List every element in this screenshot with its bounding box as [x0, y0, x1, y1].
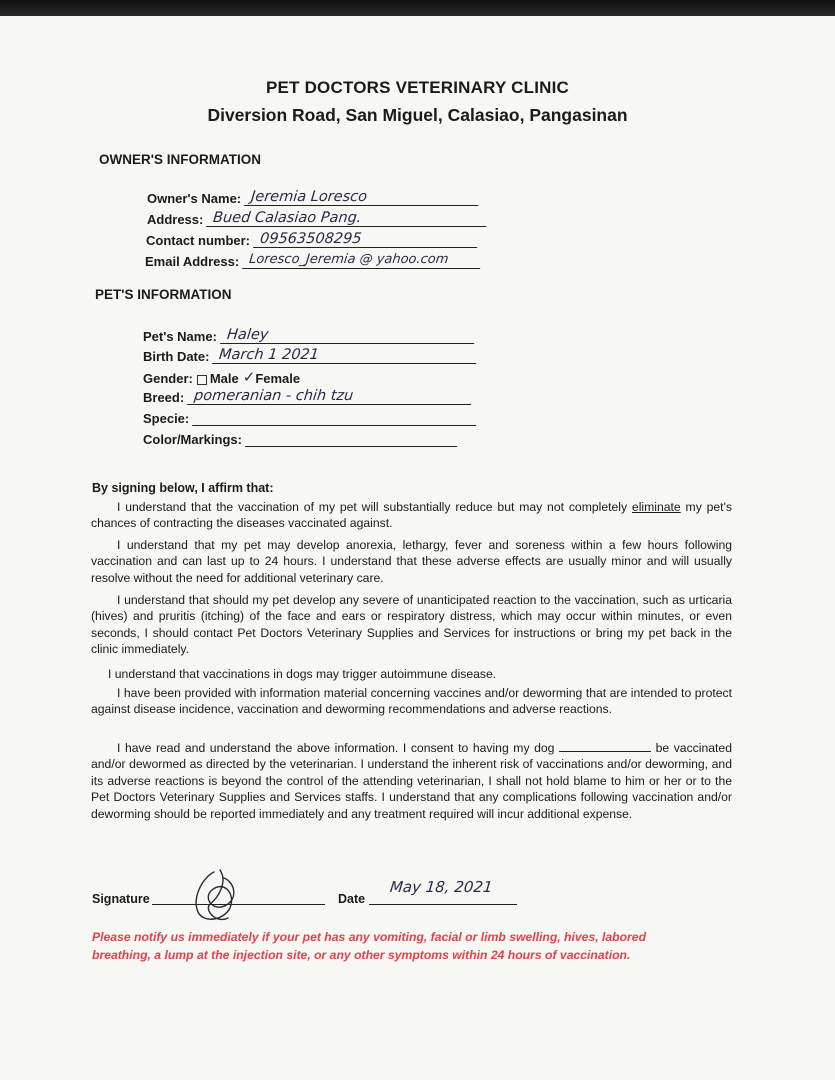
owner-address-label: Address: — [147, 212, 204, 227]
affirmation-paragraph-1 — [91, 499, 732, 532]
pet-specie-label: Specie: — [143, 411, 190, 426]
owner-email-label: Email Address: — [145, 254, 240, 269]
pet-birthdate-label: Birth Date: — [143, 349, 210, 364]
affirmation-paragraph-5: I have been provided with information material concerning vaccines and/or deworming that are intended to protect against disease incidence, vaccination and deworming recommendations and adverse reactions. — [91, 686, 732, 717]
pet-name-field — [143, 327, 475, 344]
affirmation-paragraph-2: I understand that my pet may develop anorexia, lethargy, fever and soreness within a few hours following vaccination and can last up to 24 hours. I understand that these adverse effects are usually minor and will usually resolve without the need for additional veterinary care. — [91, 538, 732, 585]
female-checkbox-mark[interactable]: ✓ — [242, 368, 256, 386]
scan-top-edge — [0, 0, 835, 16]
pet-birthdate-value[interactable]: March 1 2021 — [213, 347, 479, 364]
owner-contact-field — [146, 231, 478, 248]
owner-address-field — [147, 210, 487, 227]
pet-specie-value[interactable] — [192, 409, 478, 426]
clinic-name: PET DOCTORS VETERINARY CLINIC — [265, 78, 570, 97]
pet-color-value[interactable] — [245, 430, 459, 447]
pet-name-label: Pet's Name: — [143, 329, 217, 344]
owner-name-field — [147, 189, 479, 206]
pet-breed-label: Breed: — [143, 390, 185, 405]
signature-label: Signature — [92, 892, 150, 906]
male-label: Male — [209, 371, 239, 386]
owner-address-value[interactable]: Bued Calasiao Pang. — [206, 210, 488, 227]
female-label: Female — [255, 371, 301, 386]
owner-contact-value[interactable]: 09563508295 — [253, 231, 479, 248]
pet-color-field — [143, 430, 458, 447]
affirmation-paragraph-4: I understand that vaccinations in dogs may trigger autoimmune disease. — [108, 667, 497, 681]
pet-gender-field — [143, 368, 300, 386]
affirmation-heading: By signing below, I affirm that: — [92, 481, 274, 495]
male-checkbox[interactable] — [197, 375, 207, 385]
affirmation-paragraph-3: I understand that should my pet develop any severe of unanticipated reaction to the vaccination, such as urticaria (hives) and pruritis (itching) of the face and ears or respiratory distress, which may occur within minutes, or even seconds, I should contact Pet Doctors Veterinary Supplies and Services for instructions or bring my pet back in the clinic immediately. — [91, 593, 732, 657]
pet-color-label: Color/Markings: — [143, 432, 242, 447]
post-vaccination-notice: Please notify us immediately if your pet has any vomiting, facial or limb swelling, hives, labored breathing, a lump at the injection site, or any other symptoms within 24 hours of vaccination. — [92, 930, 647, 962]
owner-contact-label: Contact number: — [146, 233, 250, 248]
pet-breed-value[interactable]: pomeranian - chih tzu — [187, 388, 473, 405]
p6-text-b: be vaccinated and/or dewormed as directed by the veterinarian. I understand the inherent risk of vaccinations and/or deworming, and its adverse reactions is beyond the control of the attending veterinarian, I shall not hold blame to him or her or to the Pet Doctors Veterinary Supplies and Services staffs. I understand that any complications following vaccination and/or deworming should be reported immediately and any treatment required will incur additional expense. — [91, 741, 732, 821]
owner-name-value[interactable]: Jeremia Loresco — [244, 189, 480, 206]
pet-specie-field — [143, 409, 477, 426]
owner-name-label: Owner's Name: — [147, 191, 242, 206]
pet-section-heading: PET'S INFORMATION — [95, 287, 232, 302]
pet-name-value[interactable]: Haley — [220, 327, 476, 344]
p1-text-a: I understand that the vaccination of my pet will substantially reduce but may not completely — [117, 500, 632, 514]
p1-text-b: my pet's chances of contracting the diseases vaccinated against. — [91, 500, 732, 531]
pet-gender-label: Gender: — [143, 371, 193, 386]
p6-text-a: I have read and understand the above information. I consent to having my dog — [117, 741, 560, 755]
p1-underlined: eliminate — [631, 500, 681, 514]
pet-birthdate-field — [143, 347, 477, 364]
owner-email-value[interactable]: Loresco_Jeremia @ yahoo.com — [242, 252, 482, 269]
handwritten-signature — [184, 868, 254, 926]
affirmation-paragraph-6 — [91, 740, 732, 822]
date-value[interactable]: May 18, 2021 — [389, 878, 494, 896]
dog-name-blank[interactable] — [559, 741, 651, 752]
date-line[interactable] — [369, 904, 517, 905]
signature-row — [92, 880, 532, 910]
date-label: Date — [338, 892, 366, 906]
owner-section-heading: OWNER'S INFORMATION — [99, 152, 261, 167]
clinic-address: Diversion Road, San Miguel, Calasiao, Pangasinan — [207, 105, 628, 125]
owner-email-field — [145, 252, 481, 269]
pet-breed-field — [143, 388, 472, 405]
